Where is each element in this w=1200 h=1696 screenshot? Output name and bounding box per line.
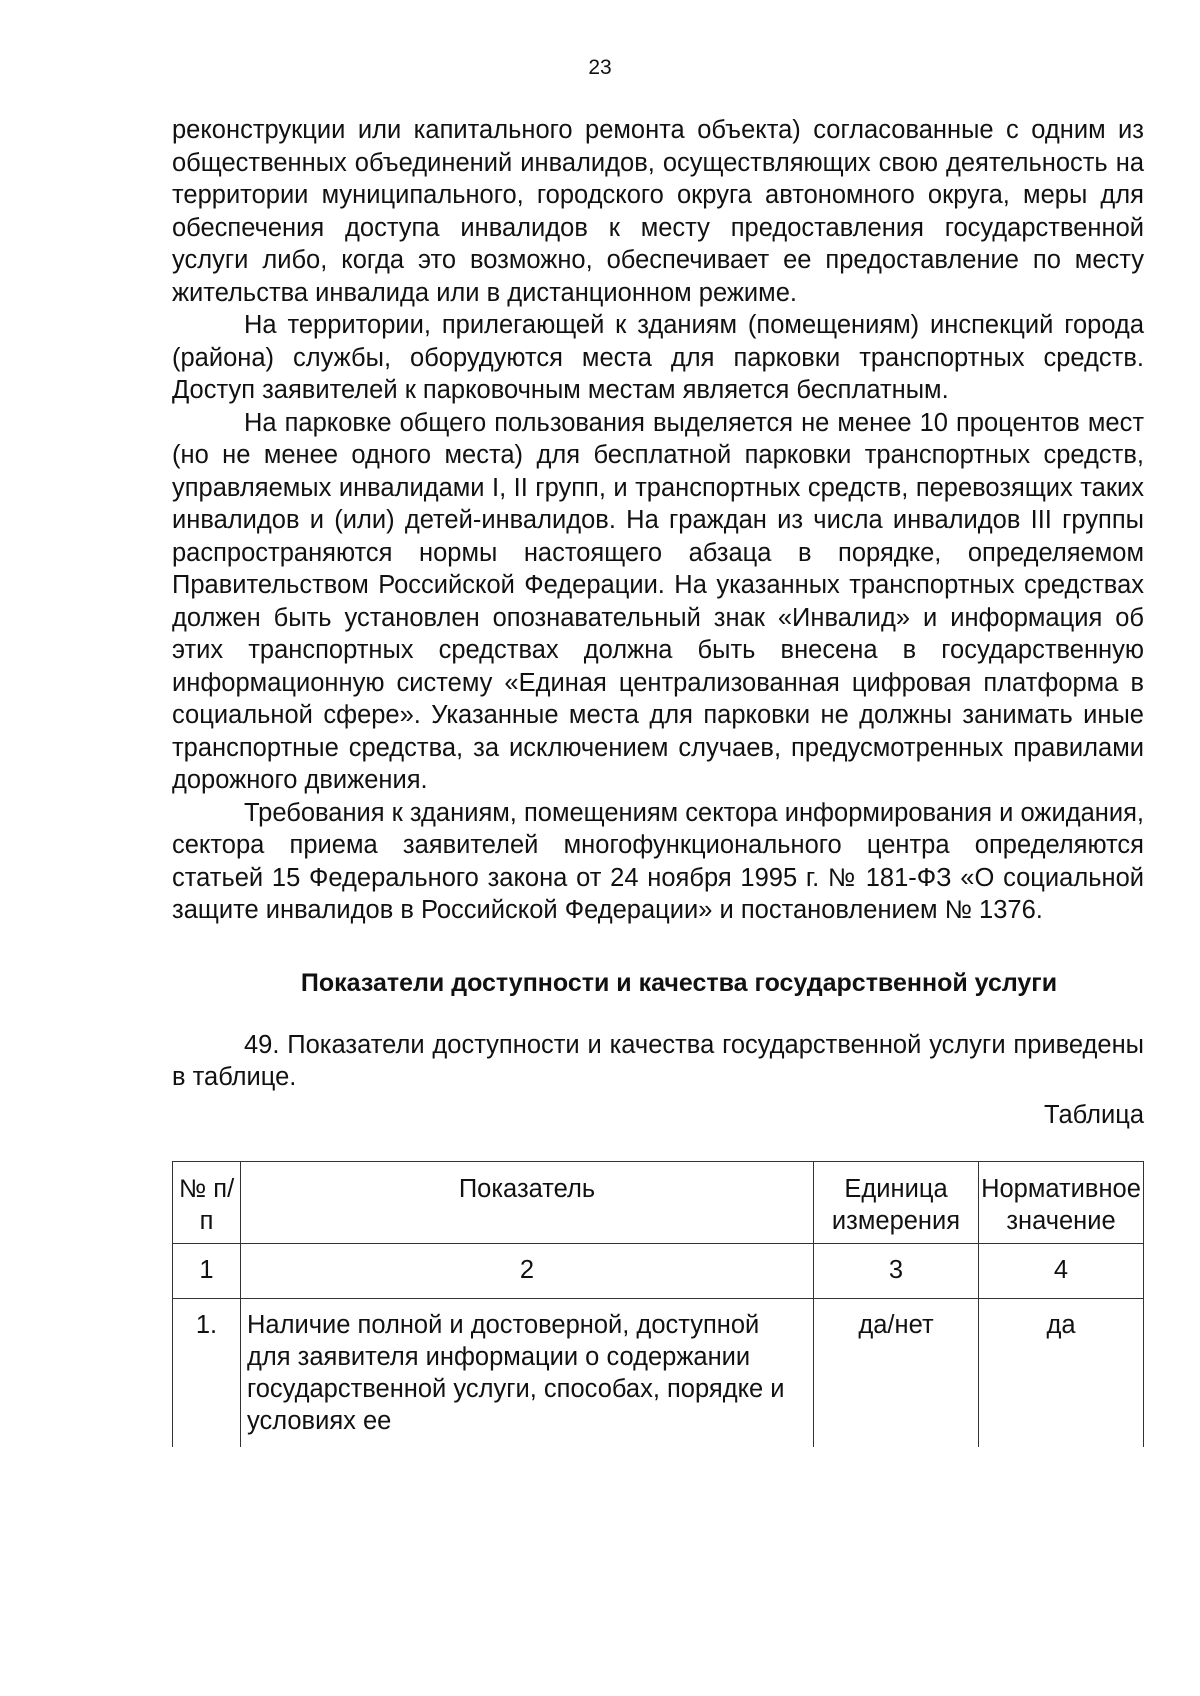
header-number: № п/п [173, 1161, 241, 1243]
row-normative-value: да [979, 1298, 1144, 1447]
row-indicator: Наличие полной и достоверной, доступной для заявителя информации о содержании государственной услуги, способах, порядке и условиях ее [241, 1298, 814, 1447]
table-row [173, 1298, 1144, 1447]
paragraph-continuation: реконструкции или капитального ремонта объекта) согласованные с одним из общественных объединений инвалидов, осуществляющих свою деятельность на территории муниципального, городского округа автономного округа, меры для обеспечения доступа инвалидов к месту предоставления государственной услуги либо, когда это возможно, обеспечивает ее предоставление по месту жительства инвалида или в дистанционном режиме. [172, 116, 1144, 307]
column-number-2: 2 [241, 1243, 814, 1298]
paragraph-parking-territory: На территории, прилегающей к зданиям (помещениям) инспекций города (района) службы, оборудуются места для парковки транспортных средств. Доступ заявителей к парковочным местам является бесплатным. [172, 311, 1144, 404]
header-unit: Единица измерения [814, 1161, 979, 1243]
row-unit: да/нет [814, 1298, 979, 1447]
header-indicator: Показатель [241, 1161, 814, 1243]
section-heading: Показатели доступности и качества государственной услуги [300, 968, 1058, 997]
paragraph-building-requirements: Требования к зданиям, помещениям сектора информирования и ожидания, сектора приема заявителей многофункционального центра определяются статьей 15 Федерального закона от 24 ноября 1995 г. № 181-ФЗ «О социальной защите инвалидов в Российской Федерации» и постановлением № 1376. [172, 798, 1144, 924]
table-header-row [173, 1161, 1144, 1243]
table-column-numbers-row [173, 1243, 1144, 1298]
indicators-table [172, 1161, 1144, 1447]
page-content [172, 114, 1144, 1447]
column-number-1: 1 [173, 1243, 241, 1298]
page-number: 23 [588, 56, 612, 79]
paragraph-parking-disabled: На парковке общего пользования выделяется не менее 10 процентов мест (но не менее одного места) для бесплатной парковки транспортных средств, управляемых инвалидами I, II групп, и транспортных средств, перевозящих таких инвалидов и (или) детей-инвалидов. На граждан из числа инвалидов III группы распространяются нормы настоящего абзаца в порядке, определяемом Правительством Российской Федерации. На указанных транспортных средствах должен быть установлен опознавательный знак «Инвалид» и информация об этих транспортных средствах должна быть внесена в государственную информационную систему «Единая централизованная цифровая платформа в социальной сфере». Указанные места для парковки не должны занимать иные транспортные средства, за исключением случаев, предусмотренных правилами дорожного движения. [172, 408, 1144, 794]
column-number-4: 4 [979, 1243, 1144, 1298]
paragraph-49: 49. Показатели доступности и качества государственной услуги приведены в таблице. [172, 1030, 1144, 1091]
row-number: 1. [173, 1298, 241, 1447]
header-normative-value: Нормативное значение [979, 1161, 1144, 1243]
table-caption: Таблица [1044, 1100, 1144, 1129]
column-number-3: 3 [814, 1243, 979, 1298]
